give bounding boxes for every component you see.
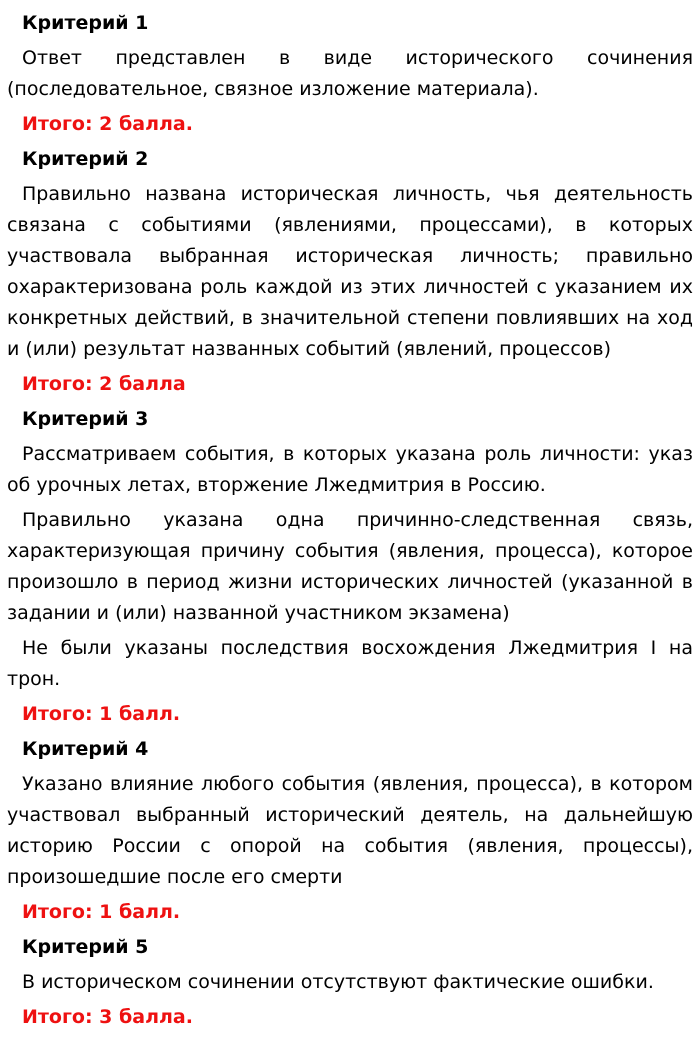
criterion-paragraph: Ответ представлен в виде исторического сочинения (последовательное, связное изложение материала). xyxy=(7,47,693,100)
criterion-paragraph: Правильно названа историческая личность, чья деятельность связана с событиями (явлениями, процессами), в которых участвовала выбранная историческая личность; правильно охарактеризована роль каждой из этих личностей с указанием их конкретных действий, в значительной степени повлиявших на ход и (или) результат названных событий (явлений, процессов) xyxy=(7,183,693,360)
criterion-total: Итого: 2 балла. xyxy=(22,113,193,135)
criterion-total: Итого: 1 балл. xyxy=(22,703,181,725)
criterion-paragraph: Правильно указана одна причинно-следственная связь, характеризующая причину события (явления, процесса), которое произошло в период жизни исторических личностей (указанной в задании и (или) названной участником экзамена) xyxy=(7,509,693,624)
criterion-section xyxy=(7,144,693,400)
criterion-paragraph: Не были указаны последствия восхождения Лжедмитрия I на трон. xyxy=(7,637,693,690)
criterion-section xyxy=(7,404,693,730)
criterion-title: Критерий 3 xyxy=(22,408,149,430)
criterion-title: Критерий 4 xyxy=(22,738,149,760)
criterion-section xyxy=(7,932,693,1033)
criterion-paragraph: В историческом сочинении отсутствуют фактические ошибки. xyxy=(22,971,654,993)
criterion-total: Итого: 2 балла xyxy=(22,373,186,395)
criterion-total: Итого: 3 балла. xyxy=(22,1006,193,1028)
criterion-paragraph: Указано влияние любого события (явления, процесса), в котором участвовал выбранный исторический деятель, на дальнейшую историю России с опорой на события (явления, процессы), произошедшие после его смерти xyxy=(7,773,693,888)
criterion-total: Итого: 1 балл. xyxy=(22,901,181,923)
criterion-title: Критерий 5 xyxy=(22,936,149,958)
criterion-paragraph: Рассматриваем события, в которых указана роль личности: указ об урочных летах, вторжение Лжедмитрия в Россию. xyxy=(7,443,693,496)
criterion-title: Критерий 1 xyxy=(22,12,149,34)
criterion-title: Критерий 2 xyxy=(22,148,149,170)
criterion-section xyxy=(7,8,693,140)
document-body xyxy=(7,8,693,1037)
criterion-section xyxy=(7,734,693,928)
